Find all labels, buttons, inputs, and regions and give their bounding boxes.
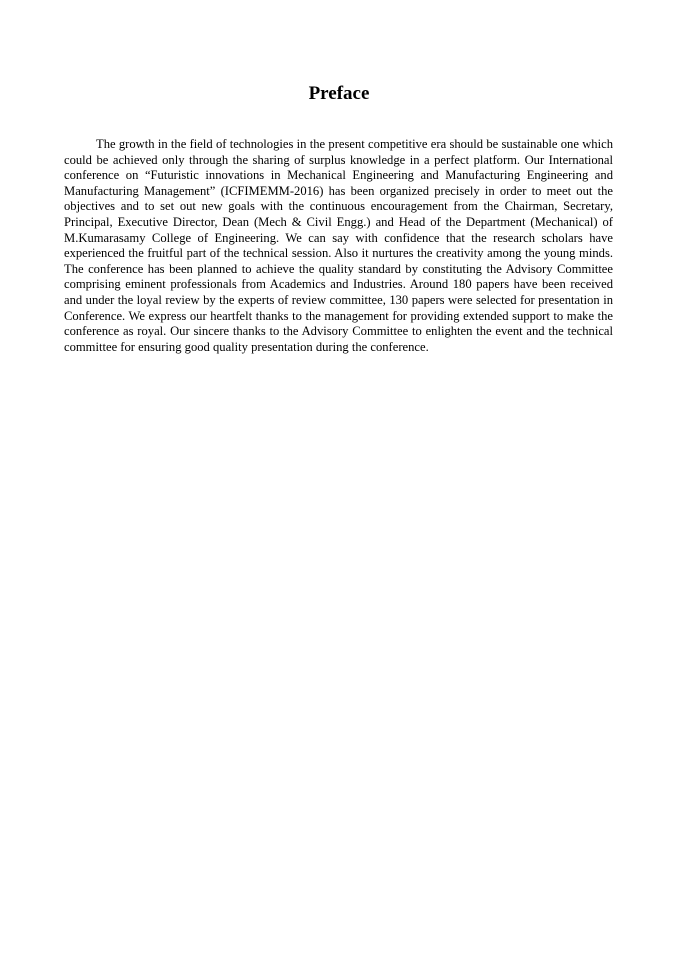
preface-paragraph: The growth in the field of technologies in the present competitive era should be sustainable one which could be achieved only through the sharing of surplus knowledge in a perfect platform. Our International conference on “Futuristic innovations in Mechanical Engineering and Manufacturing Engineering and Manufacturing Management” (ICFIMEMM-2016) has been organized precisely in order to meet out the objectives and to set out new goals with the continuous encouragement from the Chairman, Secretary, Principal, Executive Director, Dean (Mech & Civil Engg.) and Head of the Department (Mechanical) of M.Kumarasamy College of Engineering. We can say with confidence that the research scholars have experienced the fruitful part of the technical session. Also it nurtures the creativity among the young minds. The conference has been planned to achieve the quality standard by constituting the Advisory Committee comprising eminent professionals from Academics and Industries. Around 180 papers have been received and under the loyal review by the experts of review committee, 130 papers were selected for presentation in Conference. We express our heartfelt thanks to the management for providing extended support to make the conference as royal. Our sincere thanks to the Advisory Committee to enlighten the event and the technical committee for ensuring good quality presentation during the conference.: [64, 137, 613, 354]
page-title: Preface: [308, 83, 370, 104]
